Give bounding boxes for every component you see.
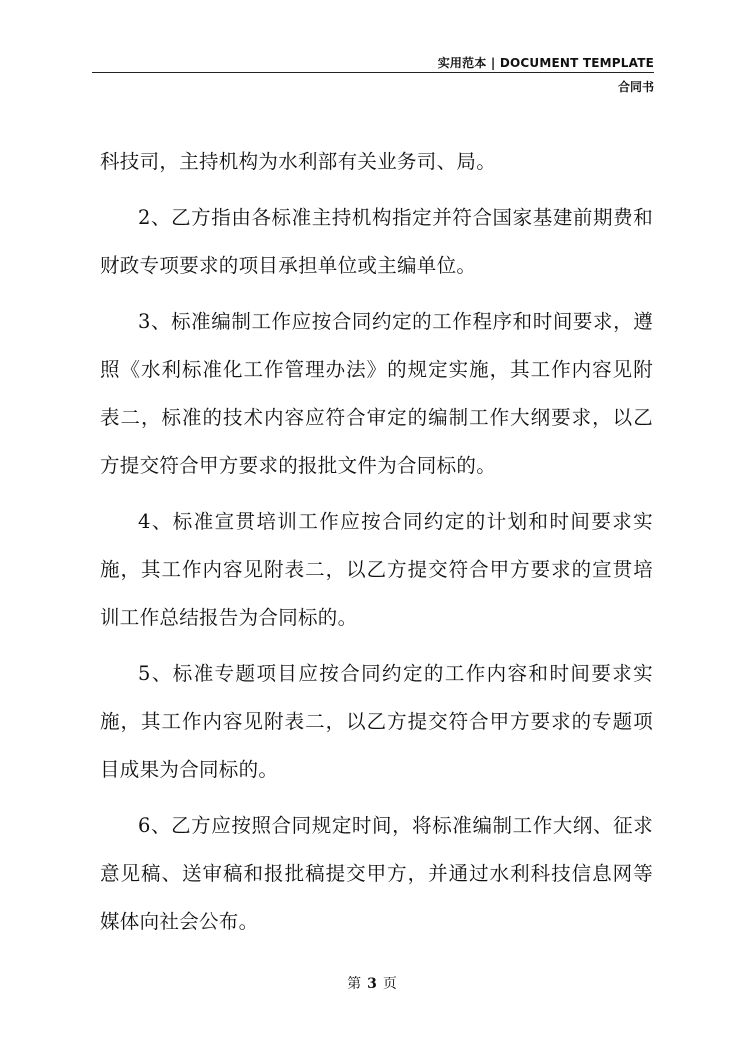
paragraph-6: 6、乙方应按照合同规定时间，将标准编制工作大纲、征求意见稿、送审稿和报批稿提交甲方，并通过水利科技信息网等媒体向社会公布。	[100, 814, 653, 933]
paragraph-5: 5、标准专题项目应按合同约定的工作内容和时间要求实施，其工作内容见附表二，以乙方提交符合甲方要求的专题项目成果为合同标的。	[100, 662, 653, 781]
paragraph-4: 4、标准宣贯培训工作应按合同约定的计划和时间要求实施，其工作内容见附表二，以乙方提交符合甲方要求的宣贯培训工作总结报告为合同标的。	[100, 510, 653, 629]
page-footer	[0, 973, 744, 993]
page-suffix: 页	[382, 976, 397, 992]
header-title: 实用范本 | DOCUMENT TEMPLATE	[437, 56, 654, 70]
document-body	[100, 138, 653, 946]
page-prefix: 第	[347, 976, 362, 992]
header-divider	[92, 72, 654, 73]
paragraph-3: 3、标准编制工作应按合同约定的工作程序和时间要求，遵照《水利标准化工作管理办法》的规定实施，其工作内容见附表二，标准的技术内容应符合审定的编制工作大纲要求，以乙方提交符合甲方要求的报批文件为合同标的。	[100, 310, 653, 477]
page-number: 3	[367, 976, 377, 992]
header-subtitle: 合同书	[617, 80, 654, 94]
paragraph-1: 科技司，主持机构为水利部有关业务司、局。	[100, 150, 497, 173]
paragraph-2: 2、乙方指由各标准主持机构指定并符合国家基建前期费和财政专项要求的项目承担单位或主编单位。	[100, 206, 653, 277]
